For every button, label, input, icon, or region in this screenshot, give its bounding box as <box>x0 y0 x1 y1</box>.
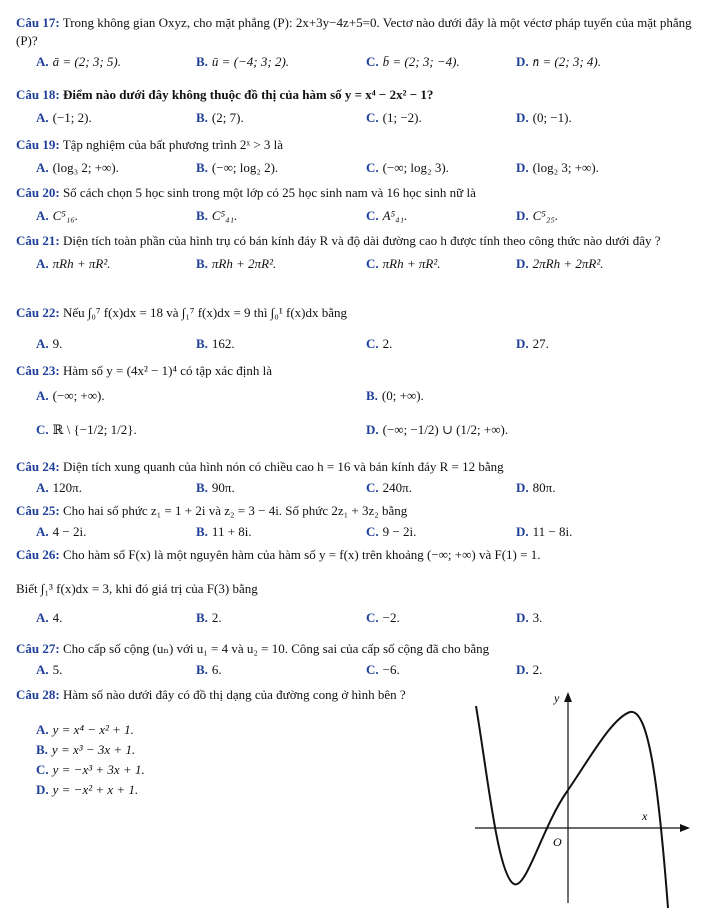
question-number: Câu 25: <box>16 503 60 518</box>
question-text: Cho hàm số F(x) là một nguyên hàm của hàm số y = f(x) trên khoảng (−∞; +∞) và F(1) = 1. <box>62 547 541 562</box>
curve <box>476 706 668 908</box>
question-number: Câu 19: <box>16 137 60 152</box>
option-c: C. 2. <box>366 336 393 351</box>
question-number: Câu 18: <box>16 87 60 102</box>
option-b: B. 6. <box>196 662 222 677</box>
question-text: Diện tích toàn phần của hình trụ có bán kính đáy R và độ dài đường cao h được tính theo công thức nào dưới đây ? <box>62 233 661 248</box>
question-number: Câu 26: <box>16 547 60 562</box>
question-28 <box>16 686 456 704</box>
option-b: B. y = x³ − 3x + 1. <box>36 742 136 757</box>
question-number: Câu 28: <box>16 687 60 702</box>
option-a: A. (−1; 2). <box>36 110 92 125</box>
option-d: D. 27. <box>516 336 549 351</box>
option-a: A. πRh + πR². <box>36 256 111 271</box>
option-c: C. πRh + πR². <box>366 256 441 271</box>
option-b: B. (2; 7). <box>196 110 244 125</box>
option-c: C. ℝ \ {−1/2; 1/2}. <box>36 422 137 437</box>
option-b: B. C⁵₄₁. <box>196 208 238 223</box>
option-b: B. (−∞; log₂ 2). <box>196 160 279 175</box>
option-a: A. (log₃ 2; +∞). <box>36 160 119 175</box>
question-25 <box>16 502 706 544</box>
option-b: B. 11 + 8i. <box>196 524 252 539</box>
question-text: Hàm số nào dưới đây có đồ thị dạng của đường cong ở hình bên ? <box>62 687 406 702</box>
x-axis-label: x <box>642 809 648 823</box>
option-c: C. 9 − 2i. <box>366 524 417 539</box>
question-number: Câu 27: <box>16 641 60 656</box>
option-b: B. 90π. <box>196 480 235 495</box>
question-18 <box>16 86 706 130</box>
question-text: Trong không gian Oxyz, cho mặt phẳng (P): 2x+3y−4z+5=0. Vectơ nào dưới đây là một véctơ pháp tuyến của mặt phẳng (P)? <box>16 15 692 48</box>
option-a: A. ā = (2; 3; 5). <box>36 54 121 69</box>
option-d: D. C⁵₂₅. <box>516 208 559 223</box>
option-a: A. 4. <box>36 610 63 625</box>
option-b: B. πRh + 2πR². <box>196 256 277 271</box>
question-number: Câu 22: <box>16 305 60 320</box>
option-c: C. y = −x³ + 3x + 1. <box>36 762 145 777</box>
cubic-graph <box>470 688 700 913</box>
option-d: D. 3. <box>516 610 543 625</box>
option-d: D. 11 − 8i. <box>516 524 573 539</box>
option-c: C. b̄ = (2; 3; −4). <box>366 54 460 69</box>
question-24 <box>16 458 706 500</box>
question-26 <box>16 546 706 630</box>
question-17 <box>16 14 706 74</box>
option-a: A. 4 − 2i. <box>36 524 87 539</box>
option-c: C. 240π. <box>366 480 412 495</box>
question-text: Cho hai số phức z₁ = 1 + 2i và z₂ = 3 − 4i. Số phức 2z₁ + 3z₂ bằng <box>62 503 408 518</box>
option-d: D. 2. <box>516 662 543 677</box>
question-20 <box>16 184 706 228</box>
question-19 <box>16 136 706 180</box>
question-number: Câu 23: <box>16 363 60 378</box>
y-axis-label: y <box>554 691 560 705</box>
option-c: C. −2. <box>366 610 400 625</box>
option-c: C. A⁵₄₁. <box>366 208 408 223</box>
question-text: Số cách chọn 5 học sinh trong một lớp có 25 học sinh nam và 16 học sinh nữ là <box>62 185 476 200</box>
y-axis-arrow-icon <box>564 692 572 702</box>
option-a: A. 9. <box>36 336 63 351</box>
question-number: Câu 17: <box>16 15 60 30</box>
question-28-options <box>36 722 145 802</box>
option-d: D. n̄ = (2; 3; 4). <box>516 54 601 69</box>
question-text: Tập nghiệm của bất phương trình 2ˣ > 3 là <box>62 137 284 152</box>
option-b: B. (0; +∞). <box>366 388 424 403</box>
option-b: B. 162. <box>196 336 235 351</box>
question-number: Câu 20: <box>16 185 60 200</box>
option-d: D. (−∞; −1/2) ∪ (1/2; +∞). <box>366 422 509 437</box>
question-number: Câu 24: <box>16 459 60 474</box>
option-b: B. ū = (−4; 3; 2). <box>196 54 290 69</box>
question-text: Nếu ∫₀⁷ f(x)dx = 18 và ∫₁⁷ f(x)dx = 9 thì ∫₀¹ f(x)dx bằng <box>62 305 347 320</box>
question-23 <box>16 362 706 442</box>
question-22 <box>16 304 706 356</box>
option-d: D. (0; −1). <box>516 110 572 125</box>
question-21 <box>16 232 706 276</box>
option-c: C. −6. <box>366 662 400 677</box>
origin-label: O <box>553 835 562 849</box>
option-a: A. 5. <box>36 662 63 677</box>
option-d: D. 2πRh + 2πR². <box>516 256 604 271</box>
question-text: Hàm số y = (4x² − 1)⁴ có tập xác định là <box>62 363 272 378</box>
option-d: D. (log₂ 3; +∞). <box>516 160 599 175</box>
option-c: C. (−∞; log₂ 3). <box>366 160 449 175</box>
question-text: Diện tích xung quanh của hình nón có chiều cao h = 16 và bán kính đáy R = 12 bằng <box>62 459 504 474</box>
option-a: A. y = x⁴ − x² + 1. <box>36 722 134 737</box>
option-a: A. C⁵₁₆. <box>36 208 79 223</box>
option-a: A. (−∞; +∞). <box>36 388 105 403</box>
option-a: A. 120π. <box>36 480 82 495</box>
question-text-continued: Biết ∫₁³ f(x)dx = 3, khi đó giá trị của F(3) bằng <box>16 581 258 596</box>
question-27 <box>16 640 706 682</box>
option-c: C. (1; −2). <box>366 110 422 125</box>
question-number: Câu 21: <box>16 233 60 248</box>
option-d: D. y = −x² + x + 1. <box>36 782 139 797</box>
x-axis-arrow-icon <box>680 824 690 832</box>
option-d: D. 80π. <box>516 480 556 495</box>
question-text: Cho cấp số cộng (uₙ) với u₁ = 4 và u₂ = 10. Công sai của cấp số cộng đã cho bằng <box>62 641 490 656</box>
option-b: B. 2. <box>196 610 222 625</box>
question-text: Điểm nào dưới đây không thuộc đồ thị của hàm số y = x⁴ − 2x² − 1? <box>62 87 434 102</box>
